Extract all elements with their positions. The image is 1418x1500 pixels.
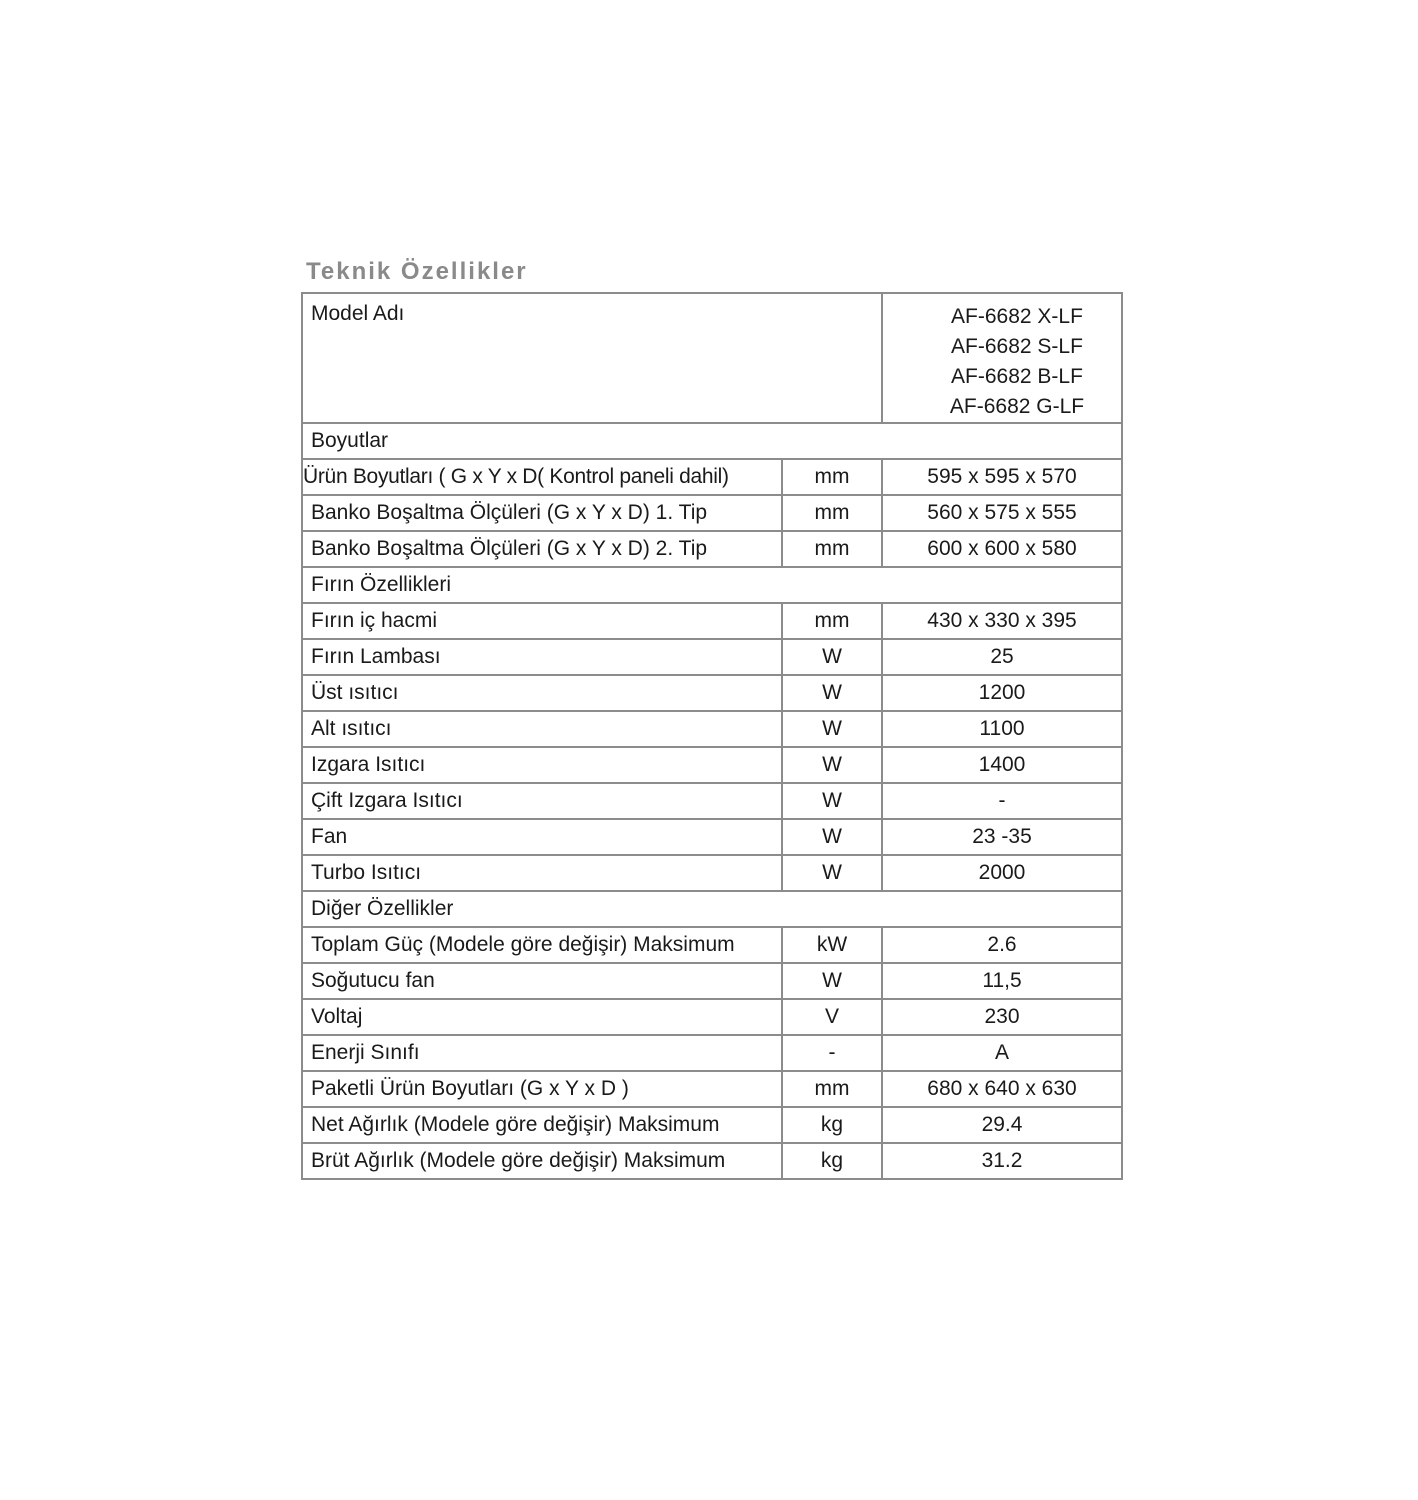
row-value: 560 x 575 x 555 <box>882 495 1122 531</box>
row-unit: kg <box>782 1107 882 1143</box>
row-value: 1100 <box>882 711 1122 747</box>
table-row <box>302 531 1122 567</box>
row-value: A <box>882 1035 1122 1071</box>
table-row <box>302 819 1122 855</box>
table-row <box>302 459 1122 495</box>
row-unit: W <box>782 963 882 999</box>
row-label: Ürün Boyutları ( G x Y x D( Kontrol paneli dahil) <box>302 459 782 495</box>
table-row <box>302 1143 1122 1179</box>
table-row <box>302 495 1122 531</box>
table-row <box>302 639 1122 675</box>
table-row <box>302 963 1122 999</box>
row-label: Izgara Isıtıcı <box>302 747 782 783</box>
row-unit: kg <box>782 1143 882 1179</box>
row-value: 595 x 595 x 570 <box>882 459 1122 495</box>
table-row <box>302 1071 1122 1107</box>
row-unit: W <box>782 819 882 855</box>
row-unit: V <box>782 999 882 1035</box>
row-value: 2.6 <box>882 927 1122 963</box>
row-unit: W <box>782 639 882 675</box>
model-name-row <box>302 293 1122 423</box>
row-label: Alt ısıtıcı <box>302 711 782 747</box>
model-name: AF-6682 S-LF <box>951 335 1083 358</box>
spec-table <box>301 292 1123 1180</box>
row-label: Toplam Güç (Modele göre değişir) Maksimum <box>302 927 782 963</box>
row-value: 25 <box>882 639 1122 675</box>
row-value: 31.2 <box>882 1143 1122 1179</box>
table-row <box>302 1035 1122 1071</box>
row-value: 230 <box>882 999 1122 1035</box>
table-row <box>302 927 1122 963</box>
row-unit: - <box>782 1035 882 1071</box>
row-label: Soğutucu fan <box>302 963 782 999</box>
row-value: 11,5 <box>882 963 1122 999</box>
row-label: Fırın Lambası <box>302 639 782 675</box>
row-label: Net Ağırlık (Modele göre değişir) Maksimum <box>302 1107 782 1143</box>
table-row <box>302 783 1122 819</box>
row-value: 1200 <box>882 675 1122 711</box>
model-names-cell <box>882 293 1122 423</box>
row-unit: mm <box>782 1071 882 1107</box>
model-name: AF-6682 X-LF <box>951 305 1083 328</box>
model-name-label: Model Adı <box>302 293 882 423</box>
row-value: 29.4 <box>882 1107 1122 1143</box>
row-value: 430 x 330 x 395 <box>882 603 1122 639</box>
row-label: Çift Izgara Isıtıcı <box>302 783 782 819</box>
row-value: 600 x 600 x 580 <box>882 531 1122 567</box>
row-unit: W <box>782 675 882 711</box>
row-value: 23 -35 <box>882 819 1122 855</box>
row-label: Enerji Sınıfı <box>302 1035 782 1071</box>
cut-off-heading <box>306 258 596 286</box>
row-unit: W <box>782 855 882 891</box>
table-row <box>302 747 1122 783</box>
section-title-firin: Fırın Özellikleri <box>302 567 1122 603</box>
row-unit: mm <box>782 495 882 531</box>
row-unit: W <box>782 783 882 819</box>
section-row-firin <box>302 567 1122 603</box>
section-row-diger <box>302 891 1122 927</box>
row-value: 680 x 640 x 630 <box>882 1071 1122 1107</box>
row-label: Banko Boşaltma Ölçüleri (G x Y x D) 1. Tip <box>302 495 782 531</box>
table-row <box>302 711 1122 747</box>
row-label: Üst ısıtıcı <box>302 675 782 711</box>
row-unit: mm <box>782 459 882 495</box>
row-value: 2000 <box>882 855 1122 891</box>
row-value: - <box>882 783 1122 819</box>
row-value: 1400 <box>882 747 1122 783</box>
cut-off-heading-text: Teknik Özellikler <box>306 258 528 285</box>
row-unit: W <box>782 711 882 747</box>
model-name: AF-6682 G-LF <box>949 395 1085 418</box>
table-row <box>302 999 1122 1035</box>
table-row <box>302 1107 1122 1143</box>
table-row <box>302 675 1122 711</box>
row-label: Fan <box>302 819 782 855</box>
section-title-boyutlar: Boyutlar <box>302 423 1122 459</box>
row-label: Paketli Ürün Boyutları (G x Y x D ) <box>302 1071 782 1107</box>
row-unit: kW <box>782 927 882 963</box>
row-label: Fırın iç hacmi <box>302 603 782 639</box>
section-row-boyutlar <box>302 423 1122 459</box>
row-label: Banko Boşaltma Ölçüleri (G x Y x D) 2. Tip <box>302 531 782 567</box>
row-label: Voltaj <box>302 999 782 1035</box>
row-unit: mm <box>782 603 882 639</box>
table-row <box>302 603 1122 639</box>
row-unit: W <box>782 747 882 783</box>
table-row <box>302 855 1122 891</box>
row-label: Turbo Isıtıcı <box>302 855 782 891</box>
row-unit: mm <box>782 531 882 567</box>
section-title-diger: Diğer Özellikler <box>302 891 1122 927</box>
model-name: AF-6682 B-LF <box>951 365 1083 388</box>
row-label: Brüt Ağırlık (Modele göre değişir) Maksimum <box>302 1143 782 1179</box>
